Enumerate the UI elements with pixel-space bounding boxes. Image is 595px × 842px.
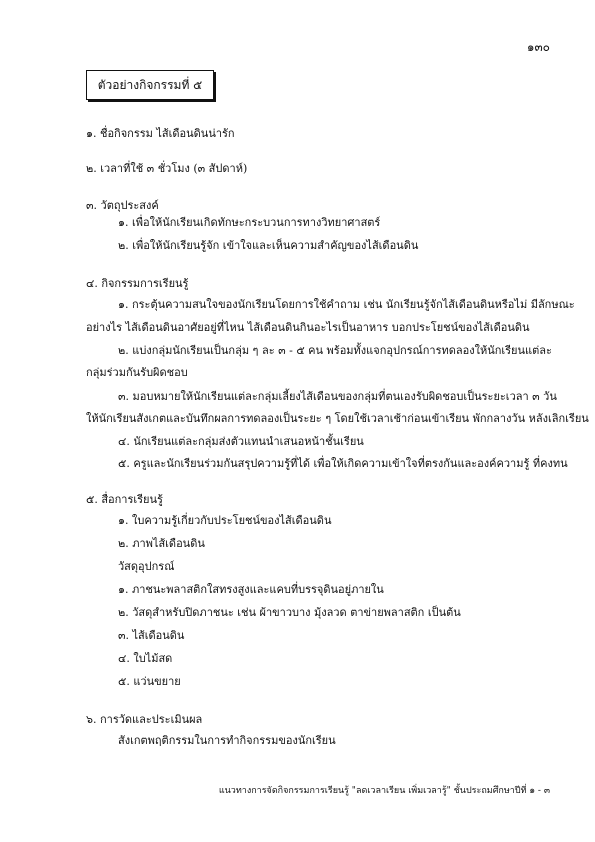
learning-activity-item: ๔. นักเรียนแต่ละกลุ่มส่งตัวแทนนำเสนอหน้าชั้นเรียน	[118, 435, 364, 448]
activity-title: ตัวอย่างกิจกรรมที่ ๕	[97, 77, 203, 92]
materials-label: วัสดุอุปกรณ์	[118, 560, 175, 573]
learning-activity-item-cont: กลุ่มร่วมกันรับผิดชอบ	[86, 366, 188, 379]
learning-activity-item-cont: อย่างไร ไส้เดือนดินอาศัยอยู่ที่ไหน ไส้เดือนดินกินอะไรเป็นอาหาร บอกประโยชน์ของไส้เดือนดิน	[86, 321, 530, 334]
section-objectives-title: ๓. วัตถุประสงค์	[86, 199, 159, 212]
learning-activity-item-cont: ให้นักเรียนสังเกตและบันทึกผลการทดลองเป็นระยะ ๆ โดยใช้เวลาเช้าก่อนเข้าเรียน พักกลางวัน หลังเลิกเรียน	[86, 412, 589, 425]
material-item: ๓. ไส้เดือนดิน	[118, 629, 185, 642]
learning-activity-item: ๒. แบ่งกลุ่มนักเรียนเป็นกลุ่ม ๆ ละ ๓ - ๕ คน พร้อมทั้งแจกอุปกรณ์การทดลองให้นักเรียนแต่ละ	[118, 344, 552, 357]
objective-item: ๑. เพื่อให้นักเรียนเกิดทักษะกระบวนการทางวิทยาศาสตร์	[118, 216, 381, 229]
material-item: ๒. วัสดุสำหรับปิดภาชนะ เช่น ผ้าขาวบาง มุ้งลวด ตาข่ายพลาสติก เป็นต้น	[118, 606, 461, 619]
learning-activity-item: ๑. กระตุ้นความสนใจของนักเรียนโดยการใช้คำถาม เช่น นักเรียนรู้จักไส้เดือนดินหรือไม่ มีลักษณะ	[118, 298, 575, 311]
learning-activity-item: ๕. ครูและนักเรียนร่วมกันสรุปความรู้ที่ได้ เพื่อให้เกิดความเข้าใจที่ตรงกันและองค์ความรู้ ที่คงทน	[118, 457, 568, 470]
material-item: ๑. ภาชนะพลาสติกใสทรงสูงและแคบที่บรรจุดินอยู่ภายใน	[118, 583, 384, 596]
page-number: ๑๓๐	[526, 40, 550, 54]
evaluation-item: สังเกตพฤติกรรมในการทำกิจกรรมของนักเรียน	[118, 734, 336, 747]
material-item: ๕. แว่นขยาย	[118, 675, 181, 688]
section-evaluation-title: ๖. การวัดและประเมินผล	[86, 713, 203, 726]
section-learning-media-title: ๕. สื่อการเรียนรู้	[86, 493, 163, 506]
learning-media-item: ๑. ใบความรู้เกี่ยวกับประโยชน์ของไส้เดือนดิน	[118, 514, 332, 527]
learning-media-item: ๒. ภาพไส้เดือนดิน	[118, 537, 205, 550]
section-time-used: ๒. เวลาที่ใช้ ๓ ชั่วโมง (๓ สัปดาห์)	[86, 162, 248, 175]
activity-title-box	[86, 70, 214, 100]
section-learning-activities-title: ๔. กิจกรรมการเรียนรู้	[86, 277, 189, 290]
material-item: ๔. ใบไม้สด	[118, 652, 173, 665]
section-activity-name: ๑. ชื่อกิจกรรม ไส้เดือนดินน่ารัก	[86, 127, 235, 140]
objective-item: ๒. เพื่อให้นักเรียนรู้จัก เข้าใจและเห็นความสำคัญของไส้เดือนดิน	[118, 239, 419, 252]
learning-activity-item: ๓. มอบหมายให้นักเรียนแต่ละกลุ่มเลี้ยงไส้เดือนของกลุ่มที่ตนเองรับผิดชอบเป็นระยะเวลา ๓ วัน	[118, 390, 557, 403]
page-footer: แนวทางการจัดกิจกรรมการเรียนรู้ "ลดเวลาเรียน เพิ่มเวลารู้" ชั้นประถมศึกษาปีที่ ๑ - ๓	[218, 786, 550, 796]
